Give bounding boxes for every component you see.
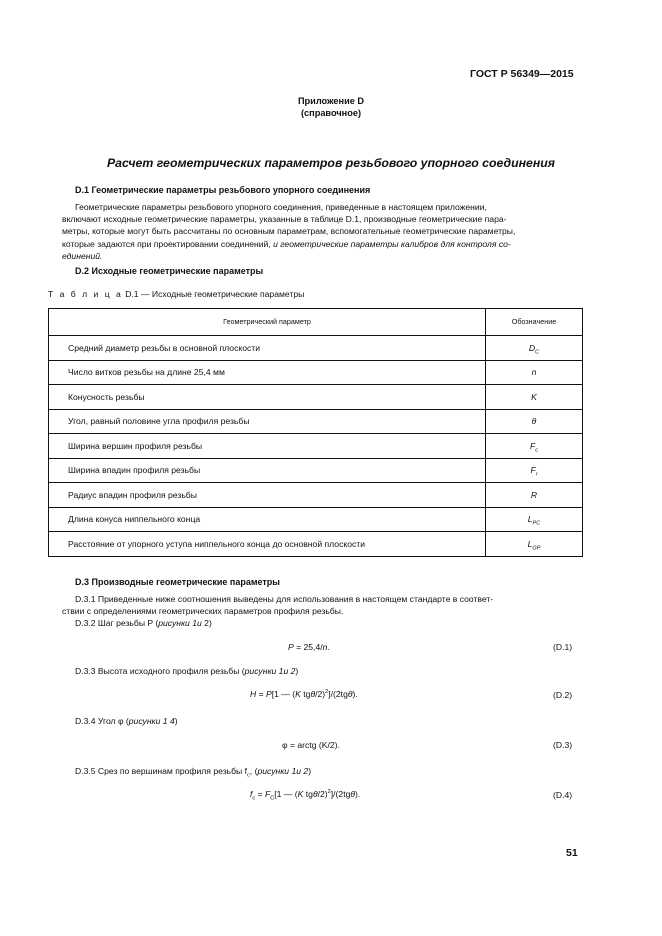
d3-5-text: D.3.5 Срез по вершинам профиля резьбы f — [75, 766, 247, 776]
section-d1-paragraph — [62, 201, 583, 262]
d1-line-5 — [62, 250, 583, 262]
parameter-name: Число витков резьбы на длине 25,4 мм — [49, 360, 486, 385]
d3-3-line — [75, 666, 298, 676]
d1-line-4-italic: и геометрические параметры калибров для контроля со- — [273, 238, 511, 249]
table-row — [49, 360, 583, 385]
formula-d2-number: (D.2) — [553, 690, 573, 700]
page-number: 51 — [566, 847, 578, 859]
parameter-name: Угол, равный половине угла профиля резьбы — [49, 409, 486, 434]
symbol-subscript: PC — [532, 520, 541, 527]
table-row — [49, 507, 583, 532]
table-caption-text: D.1 — Исходные геометрические параметры — [125, 289, 305, 299]
d3-5-tail: ) — [308, 766, 312, 776]
d1-line-4-text: которые задаются при проектировании соединений, — [62, 238, 271, 249]
d3-1-paragraph — [62, 593, 583, 617]
table-row — [49, 409, 583, 434]
parameter-symbol — [486, 507, 583, 532]
formula-d4-number: (D.4) — [553, 790, 573, 800]
parameter-name: Ширина впадин профиля резьбы — [49, 458, 486, 483]
d3-3-ref: рисунки 1и 2 — [244, 666, 296, 676]
table-row — [49, 434, 583, 459]
section-d3-heading: D.3 Производные геометрические параметры — [75, 577, 280, 587]
d3-3-text: D.3.3 Высота исходного профиля резьбы ( — [75, 666, 245, 676]
d3-4-line — [75, 716, 178, 726]
document-code: ГОСТ Р 56349—2015 — [470, 68, 574, 80]
parameter-symbol — [486, 483, 583, 508]
parameter-name: Конусность резьбы — [49, 385, 486, 410]
d3-1-line-1: D.3.1 Приведенные ниже соотношения выведены для использования в настоящем стандарте в соответ- — [75, 594, 494, 604]
table-header-row — [49, 309, 583, 336]
section-d1-heading: D.1 Геометрические параметры резьбового упорного соединения — [75, 185, 371, 195]
formula-d1-rhs: = 25,4/ — [293, 642, 323, 652]
parameters-table — [48, 308, 583, 557]
formula-d3-number: (D.3) — [553, 740, 573, 750]
symbol-main: L — [527, 538, 533, 549]
symbol-subscript: GP — [532, 545, 541, 552]
d3-3-tail: ) — [295, 666, 299, 676]
formula-d4: $f_c = F_C[1$ — (K tgθ/2)$^2$]/(2tgθ). — [250, 789, 361, 802]
symbol-main: n — [531, 367, 537, 378]
formula-d1-end: . — [327, 642, 330, 652]
symbol-subscript: c — [535, 447, 539, 454]
table-row — [49, 336, 583, 361]
parameter-name: Средний диаметр резьбы в основной плоскости — [49, 336, 486, 361]
d3-2-tail: 2) — [201, 618, 212, 628]
table-row — [49, 532, 583, 557]
d3-4-text: D.3.4 Угол φ ( — [75, 716, 129, 726]
symbol-main: L — [527, 514, 533, 525]
d1-line-1: Геометрические параметры резьбового упорного соединения, приведенные в настоящем приложении, — [75, 202, 487, 212]
symbol-subscript: C — [535, 349, 540, 356]
d3-4-tail: ) — [174, 716, 178, 726]
symbol-main: K — [531, 391, 537, 402]
d1-line-2: включают исходные геометрические параметры, указанные в таблице D.1, производные геометрические пара- — [62, 214, 507, 225]
formula-d1-var: n — [322, 642, 328, 652]
annex-title: Приложение D — [297, 96, 365, 106]
symbol-main: F — [530, 465, 536, 476]
symbol-subscript: r — [535, 471, 538, 478]
col-header-parameter: Геометрический параметр — [49, 309, 486, 336]
d3-5-line — [75, 766, 312, 779]
col-header-symbol: Обозначение — [486, 309, 583, 336]
d3-1-line-2: ствии с определениями геометрических параметров профиля резьбы. — [62, 606, 344, 617]
formula-d2: H = P[1 — (K tgθ/2)$^2$]/(2tgθ). — [250, 689, 358, 699]
symbol-main: F — [529, 440, 536, 451]
parameter-symbol — [486, 336, 583, 361]
symbol-main: D — [528, 342, 536, 353]
table-row — [49, 385, 583, 410]
d1-line-4 — [62, 238, 583, 250]
table-caption-prefix: Т а б л и ц а — [48, 289, 123, 299]
main-title: Расчет геометрических параметров резьбового упорного соединения — [106, 156, 556, 170]
annex-note: (справочное) — [300, 108, 361, 118]
table-body — [49, 336, 583, 557]
parameter-name: Ширина вершин профиля резьбы — [49, 434, 486, 459]
parameter-symbol — [486, 532, 583, 557]
table-row — [49, 458, 583, 483]
symbol-main: θ — [531, 416, 537, 427]
formula-d1-number: (D.1) — [553, 642, 573, 652]
formula-d3: φ = arctg (K/2). — [282, 740, 340, 750]
formula-d1-lhs: P — [288, 642, 294, 652]
d1-line-3: метры, которые могут быть рассчитаны по основным параметрам, вспомогательные геометрические параметры, — [62, 226, 516, 237]
d1-line-5-italic: единений. — [62, 250, 103, 261]
symbol-main: R — [530, 489, 538, 500]
d3-5-sub: c — [247, 772, 250, 779]
parameter-symbol — [486, 385, 583, 410]
d3-2-ref: рисунки 1и — [158, 618, 202, 628]
parameter-symbol — [486, 409, 583, 434]
parameter-name: Длина конуса ниппельного конца — [49, 507, 486, 532]
parameter-name: Расстояние от упорного уступа ниппельного конца до основной плоскости — [49, 532, 486, 557]
parameter-symbol — [486, 458, 583, 483]
d3-5-ref: рисунки 1и 2 — [257, 766, 309, 776]
parameter-name: Радиус впадин профиля резьбы — [49, 483, 486, 508]
section-d2-heading: D.2 Исходные геометрические параметры — [75, 266, 264, 276]
d3-2-text: D.3.2 Шаг резьбы P ( — [75, 618, 159, 628]
formula-d1 — [288, 642, 330, 652]
table-row — [49, 483, 583, 508]
table-caption — [48, 289, 304, 299]
parameter-symbol — [486, 360, 583, 385]
d3-4-ref: рисунки 1 4 — [128, 716, 175, 726]
parameter-symbol — [486, 434, 583, 459]
d3-2-line — [75, 618, 212, 628]
d3-5-mid: , ( — [249, 766, 258, 776]
